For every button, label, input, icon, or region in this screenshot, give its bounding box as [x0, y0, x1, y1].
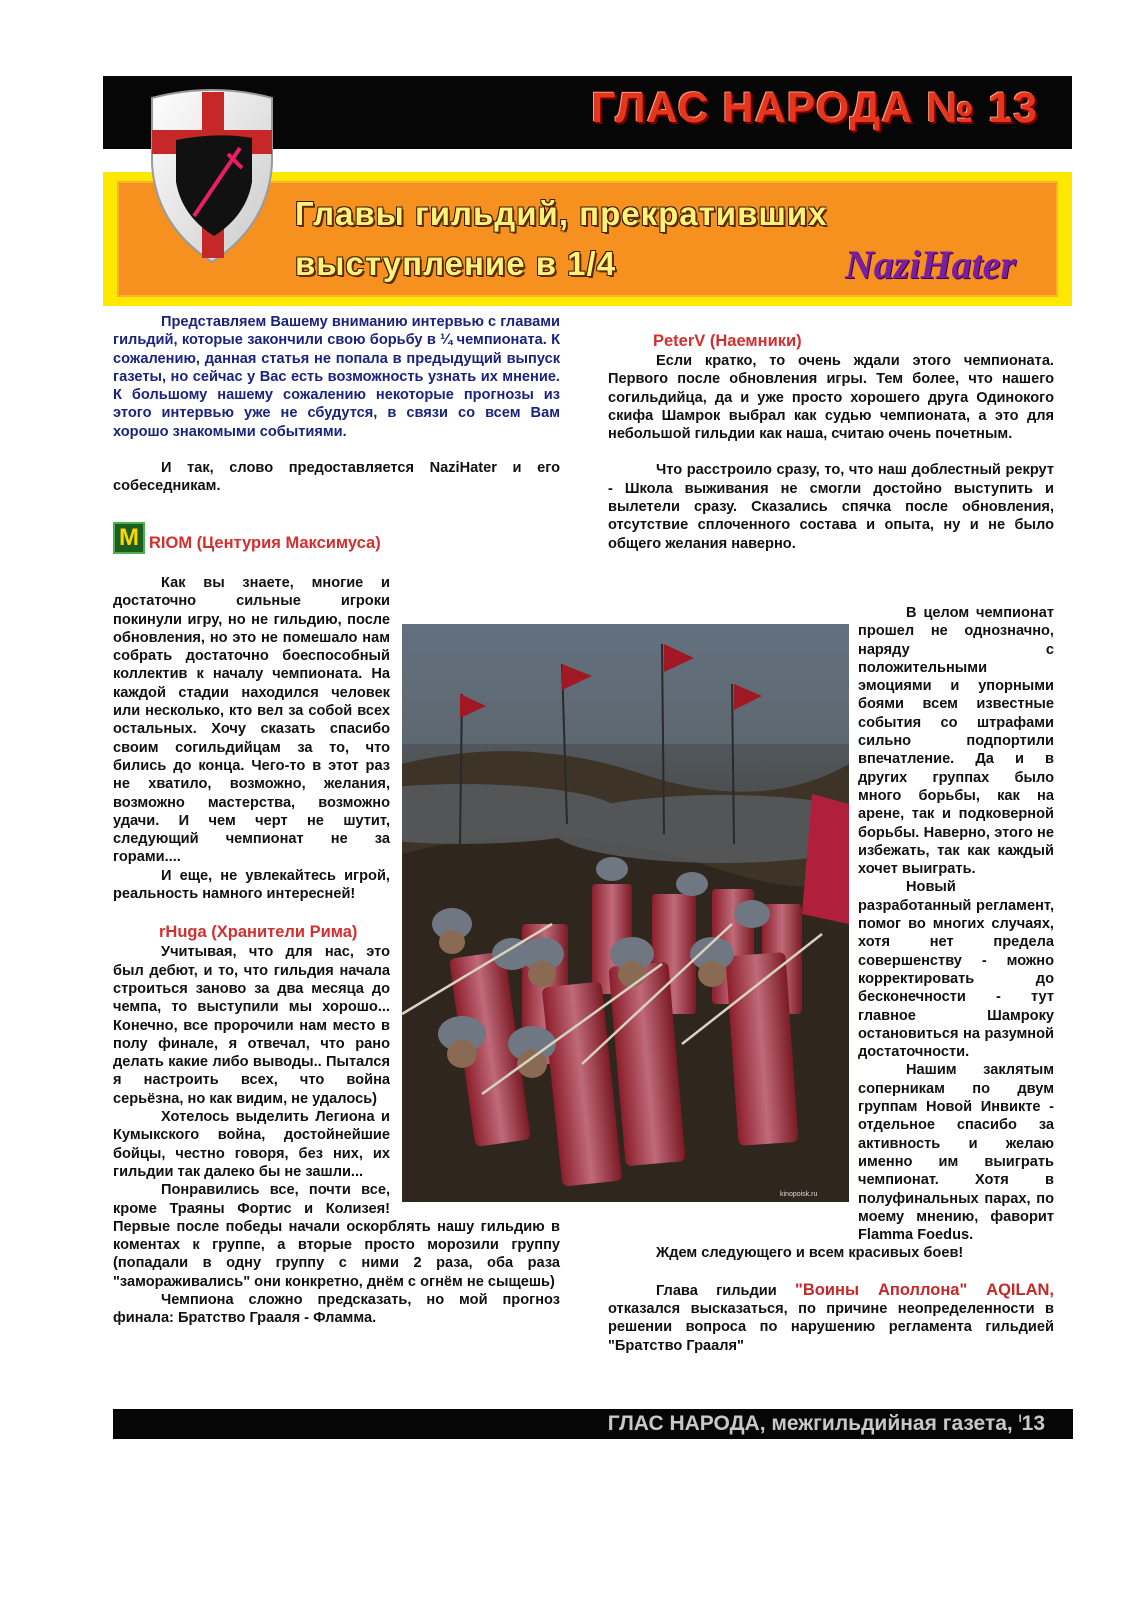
author-signature: NaziHater: [844, 242, 1016, 287]
right-column: [608, 330, 1054, 553]
rhuga-heading: rHuga (Хранители Рима): [159, 923, 358, 942]
riom-heading: M RIOM (Центурия Максимуса): [159, 522, 560, 554]
aqilan-paragraph: Глава гильдии "Воины Аполлона" AQILAN, отказался высказаться, по причине неопределенности в решении вопроса по нарушению регламента гильдией "Братство Грааля": [608, 1280, 1055, 1354]
crusader-shield-logo: [148, 86, 276, 264]
aqilan-name: "Воины Аполлона" AQILAN,: [795, 1280, 1055, 1299]
rhuga-answer-2: Хотелось выделить Легиона и Кумыкского война, достойнейшие бойцы, честно говоря, без них, их гильдии так далеко бы не зашли...: [113, 1109, 390, 1180]
lead-paragraph: И так, слово предоставляется NaziHater и его собеседникам.: [113, 460, 560, 495]
rhuga-answer-3: Понравились все, почти все, кроме Траяны Фортис и Колизея! Первые после победы начали оскорблять нашу гильдию в коментах к группе, а вторые просто морозили группу (попадали в одну группу с ними 2 раза, оба раза "замораживались" они конкретно, днём с огнём не сыщешь): [113, 1182, 560, 1290]
photo-watermark: kinopoisk.ru: [780, 1191, 818, 1198]
headline-line-2: выступление в 1/4: [295, 245, 617, 282]
riom-guild-icon: M: [113, 522, 145, 554]
newspaper-title: ГЛАС НАРОДА № 13: [591, 84, 1038, 132]
peterv-answer-1: Если кратко, то очень ждали этого чемпионата. Первого после обновления игры. Тем более, что нашего согильдийца, да и уже просто хорошего друга Одинокого скифа Шамрок выбрал как судью чемпионата, а это для небольшой гильдии как наша, считаю очень почетным.: [608, 353, 1054, 443]
rhuga-answer-1: Учитывая, что для нас, это был дебют, и то, что гильдия начала строиться заново за два месяца до чемпа, то выступили мы хорошо... Конечно, все пророчили нам место в полу финале, я отвечал, что рано делать какие либо выводы.. Пытался я настроить всех, что война серьёзна, но как видим, не удалось): [113, 944, 390, 1107]
intro-paragraph: Представляем Вашему вниманию интервью с главами гильдий, которые закончили свою борьбу в ¼ чемпионата. К сожалению, данная статья не попала в предыдущий выпуск газеты, но сейчас у Вас есть возможность узнать их мнение. К большому нашему сожалению некоторые прогнозы из этого интервью уже не сбудутся, в связи со всем Вам хорошо знакомыми событиями.: [113, 314, 560, 440]
peterv-answer-4: Новый разработанный регламент, помог во многих случаях, хотя нет предела совершенству - можно корректировать до бесконечности - тут главное Шамроку остановиться на разумной достаточности.: [858, 879, 1054, 1061]
rhuga-answer-4: Чемпиона сложно предсказать, но мой прогноз финала: Братство Грааля - Фламма.: [113, 1291, 560, 1327]
footer-text: ГЛАС НАРОДА, межгильдийная газета, $^I$13: [607, 1412, 1045, 1435]
riom-answer-2: И еще, не увлекайтесь игрой, реальность намного интересней!: [113, 867, 390, 903]
page-footer: [113, 1409, 1073, 1439]
peterv-answer-2: Что расстроило сразу, то, что наш доблестный рекрут - Школа выживания не смогли достойно выступить и вылетели сразу. Сказались спячка после обновления, отсутствие сплоченного состава и опыта, ну и не было общего желания наверно.: [608, 462, 1054, 552]
peterv-answer-3b: В целом чемпионат прошел не однозначно, наряду с положительными эмоциями и упорными боями всем известные события со штрафами сильно подпортили впечатление. Да и в других группах было много борьбы, как на арене, так и подковерной борьбы. Наверно, этого не избежать, так как каждый хочет выиграть.: [858, 605, 1054, 878]
headline-line-1: Главы гильдий, прекративших: [295, 195, 828, 232]
riom-answer: Как вы знаете, многие и достаточно сильные игроки покинули игру, но не гильдию, после обновления, но это не помешало нам собрать достаточно боеспособный коллектив к началу чемпионата. На каждой стадии находился человек или несколько, кто вел за собой всех остальных. Хочу сказать спасибо своим согильдийцам за то, что бились до конца. Чего-то в этот раз не хватило, возможно, желания, возможно мастерства, возможно удачи. И чем черт не шутит, следующий чемпионат не за горами....: [113, 575, 390, 866]
peterv-answer-5: Нашим заклятым соперникам по двум группам Новой Инвикте - отдельное спасибо за активность и желаю именно им выиграть чемпионат. Хотя в полуфинальных парах, по моему мнению, фаворит Flamma Foedus.: [858, 1062, 1054, 1244]
left-column: [113, 313, 560, 573]
left-column-body: [113, 574, 560, 1328]
peterv-answer-6: Ждем следующего и всем красивых боев!: [656, 1245, 964, 1262]
peterv-heading: PeterV (Наемники): [653, 332, 802, 350]
right-column-body: [608, 604, 1054, 1355]
article-headline: [295, 189, 828, 289]
